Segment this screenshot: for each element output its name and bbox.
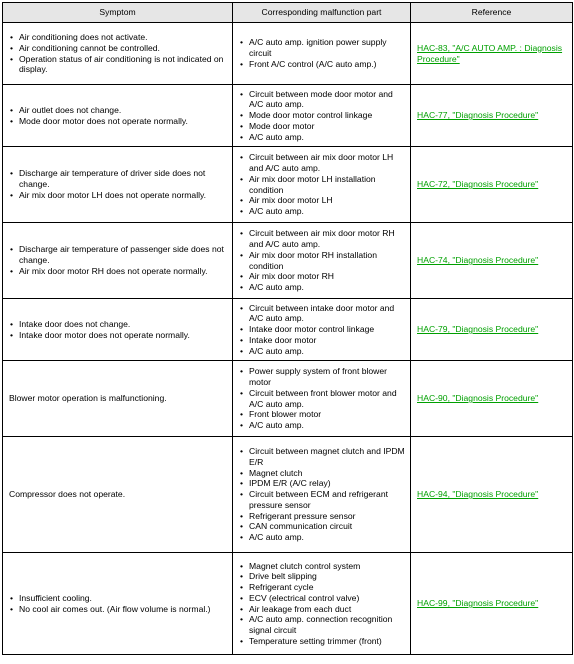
malfunction-part-item: • A/C auto amp.	[239, 132, 406, 143]
table-row	[3, 299, 573, 361]
symptom-list	[9, 244, 228, 276]
malfunction-part-item: • CAN communication circuit	[239, 521, 406, 532]
malfunction-part-item: • Circuit between intake door motor and A/C auto amp.	[239, 303, 406, 324]
reference-link[interactable]: HAC-99, "Diagnosis Procedure"	[417, 598, 539, 609]
malfunction-part-item: • Refrigerant pressure sensor	[239, 511, 406, 522]
symptom-table	[2, 2, 573, 655]
header-reference: Reference	[411, 3, 573, 23]
malfunction-part-item: • Circuit between mode door motor and A/C auto amp.	[239, 89, 406, 110]
symptom-cell	[3, 437, 233, 553]
reference-link[interactable]: HAC-77, "Diagnosis Procedure"	[417, 110, 539, 121]
symptom-list	[9, 32, 228, 75]
malfunction-part-item: • A/C auto amp.	[239, 282, 406, 293]
symptom-cell	[3, 299, 233, 361]
malfunction-part-item: • Magnet clutch control system	[239, 561, 406, 572]
reference-link[interactable]: HAC-90, "Diagnosis Procedure"	[417, 393, 539, 404]
malfunction-part-item: • A/C auto amp. connection recognition signal circuit	[239, 614, 406, 635]
symptom-item: • Operation status of air conditioning is not indicated on display.	[9, 54, 228, 75]
symptom-item: • Insufficient cooling.	[9, 593, 228, 604]
symptom-item: • Air outlet does not change.	[9, 105, 228, 116]
symptom-list	[9, 593, 228, 614]
symptom-item: • Intake door motor does not operate normally.	[9, 330, 228, 341]
header-symptom: Symptom	[3, 3, 233, 23]
malfunction-part-item: • Air mix door motor LH installation condition	[239, 174, 406, 195]
symptom-list	[9, 168, 228, 200]
symptom-item: • No cool air comes out. (Air flow volume is normal.)	[9, 604, 228, 615]
malfunction-part-item: • Circuit between air mix door motor RH and A/C auto amp.	[239, 228, 406, 249]
malfunction-part-item: • Refrigerant cycle	[239, 582, 406, 593]
malfunction-part-item: • A/C auto amp.	[239, 346, 406, 357]
table-row	[3, 23, 573, 85]
malfunction-part-item: • Circuit between air mix door motor LH and A/C auto amp.	[239, 152, 406, 173]
symptom-item: • Discharge air temperature of passenger side does not change.	[9, 244, 228, 265]
malfunction-part-list	[239, 37, 406, 69]
reference-cell	[411, 23, 573, 85]
malfunction-part-list	[239, 446, 406, 542]
reference-link[interactable]: HAC-72, "Diagnosis Procedure"	[417, 179, 539, 190]
malfunction-part-item: • ECV (electrical control valve)	[239, 593, 406, 604]
header-part: Corresponding malfunction part	[233, 3, 411, 23]
malfunction-part-cell	[233, 361, 411, 437]
reference-cell	[411, 553, 573, 655]
table-row	[3, 147, 573, 223]
malfunction-part-item: • Intake door motor	[239, 335, 406, 346]
symptom-item: • Air conditioning does not activate.	[9, 32, 228, 43]
malfunction-part-item: • Circuit between front blower motor and A/C auto amp.	[239, 388, 406, 409]
malfunction-part-item: • Power supply system of front blower motor	[239, 366, 406, 387]
malfunction-part-item: • Mode door motor control linkage	[239, 110, 406, 121]
malfunction-part-cell	[233, 147, 411, 223]
malfunction-part-list	[239, 366, 406, 430]
reference-link[interactable]: HAC-94, "Diagnosis Procedure"	[417, 489, 539, 500]
malfunction-part-list	[239, 561, 406, 647]
malfunction-part-item: • A/C auto amp. ignition power supply circuit	[239, 37, 406, 58]
table-row	[3, 437, 573, 553]
malfunction-part-item: • Magnet clutch	[239, 468, 406, 479]
malfunction-part-item: • Front blower motor	[239, 409, 406, 420]
malfunction-part-item: • Front A/C control (A/C auto amp.)	[239, 59, 406, 70]
malfunction-part-item: • Drive belt slipping	[239, 571, 406, 582]
symptom-cell	[3, 23, 233, 85]
reference-link[interactable]: HAC-74, "Diagnosis Procedure"	[417, 255, 539, 266]
malfunction-part-cell	[233, 553, 411, 655]
reference-cell	[411, 361, 573, 437]
symptom-item: • Air mix door motor LH does not operate normally.	[9, 190, 228, 201]
malfunction-part-item: • Air mix door motor RH	[239, 271, 406, 282]
symptom-cell	[3, 147, 233, 223]
header-row	[3, 3, 573, 23]
malfunction-part-item: • A/C auto amp.	[239, 532, 406, 543]
symptom-item: • Mode door motor does not operate normally.	[9, 116, 228, 127]
symptom-cell	[3, 223, 233, 299]
malfunction-part-list	[239, 303, 406, 357]
symptom-item: • Air conditioning cannot be controlled.	[9, 43, 228, 54]
table-row	[3, 361, 573, 437]
symptom-item: • Intake door does not change.	[9, 319, 228, 330]
malfunction-part-item: • Mode door motor	[239, 121, 406, 132]
malfunction-part-item: • Air mix door motor RH installation condition	[239, 250, 406, 271]
reference-cell	[411, 85, 573, 147]
reference-link[interactable]: HAC-79, "Diagnosis Procedure"	[417, 324, 539, 335]
symptom-list	[9, 105, 228, 126]
reference-cell	[411, 437, 573, 553]
malfunction-part-cell	[233, 437, 411, 553]
symptom-cell	[3, 85, 233, 147]
malfunction-part-list	[239, 228, 406, 292]
symptom-cell	[3, 553, 233, 655]
malfunction-part-item: • Intake door motor control linkage	[239, 324, 406, 335]
malfunction-part-item: • A/C auto amp.	[239, 206, 406, 217]
reference-link[interactable]: HAC-83, "A/C AUTO AMP. : Diagnosis Procedure"	[417, 42, 563, 64]
reference-cell	[411, 147, 573, 223]
table-row	[3, 223, 573, 299]
reference-cell	[411, 223, 573, 299]
malfunction-part-item: • Circuit between ECM and refrigerant pressure sensor	[239, 489, 406, 510]
malfunction-part-cell	[233, 23, 411, 85]
malfunction-part-item: • Air leakage from each duct	[239, 604, 406, 615]
malfunction-part-list	[239, 89, 406, 143]
malfunction-part-cell	[233, 85, 411, 147]
reference-cell	[411, 299, 573, 361]
symptom-text: Compressor does not operate.	[9, 489, 126, 500]
malfunction-part-item: • Temperature setting trimmer (front)	[239, 636, 406, 647]
malfunction-part-item: • A/C auto amp.	[239, 420, 406, 431]
malfunction-part-cell	[233, 299, 411, 361]
table-row	[3, 553, 573, 655]
malfunction-part-list	[239, 152, 406, 216]
symptom-text: Blower motor operation is malfunctioning.	[9, 393, 167, 404]
malfunction-part-item: • Air mix door motor LH	[239, 195, 406, 206]
symptom-item: • Discharge air temperature of driver side does not change.	[9, 168, 228, 189]
symptom-cell	[3, 361, 233, 437]
table-row	[3, 85, 573, 147]
malfunction-part-item: • Circuit between magnet clutch and IPDM E/R	[239, 446, 406, 467]
malfunction-part-cell	[233, 223, 411, 299]
table-body	[3, 23, 573, 655]
symptom-list	[9, 319, 228, 340]
symptom-item: • Air mix door motor RH does not operate normally.	[9, 266, 228, 277]
malfunction-part-item: • IPDM E/R (A/C relay)	[239, 478, 406, 489]
